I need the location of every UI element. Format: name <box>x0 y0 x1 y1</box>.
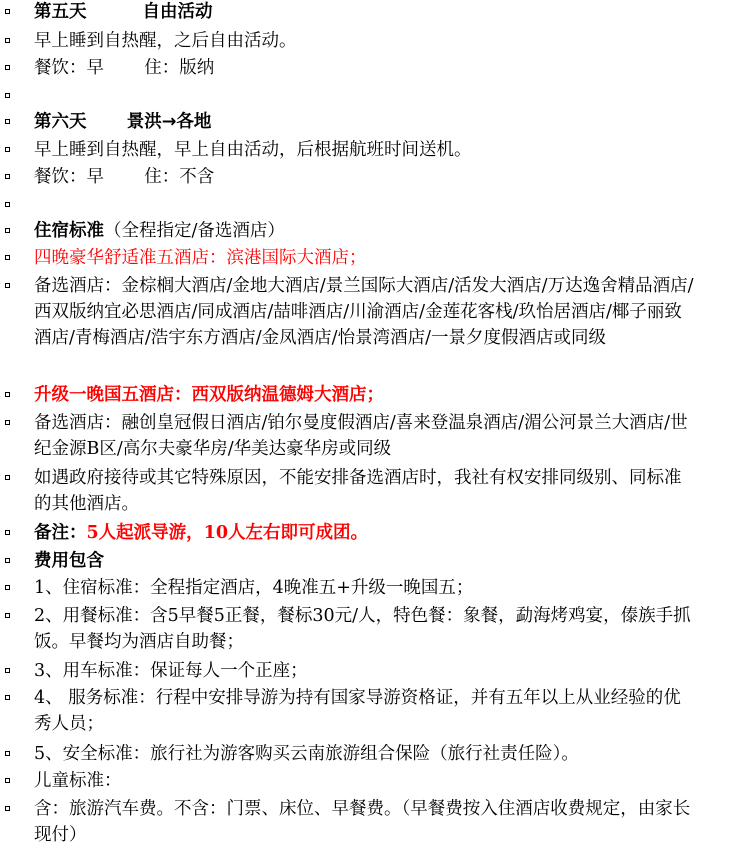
bullet-icon <box>5 283 10 288</box>
arrow-icon: → <box>161 112 177 132</box>
day5-label: 第五天 <box>34 2 87 22</box>
bullet-icon <box>5 613 10 618</box>
day5-meal-stay <box>0 55 730 81</box>
included-item <box>0 685 730 737</box>
hotel-heading <box>0 218 730 244</box>
bullet-icon <box>5 147 10 152</box>
day6-from: 景洪 <box>126 112 162 132</box>
hotel-policy-text: 如遇政府接待或其它特殊原因，不能安排备选酒店时，我社有权安排同级别、同标准的其他酒店。 <box>34 468 682 515</box>
note-text: 5人起派导游，10人左右即可成团。 <box>86 523 369 543</box>
note-label: 备注： <box>34 523 87 543</box>
bullet-icon <box>5 778 10 783</box>
day6-meal-stay <box>0 164 730 190</box>
day6-to: 各地 <box>176 112 212 132</box>
bullet-icon <box>5 202 10 207</box>
included-item-text: 3、用车标准：保证每人一个正座； <box>34 661 308 681</box>
included-item <box>0 658 730 684</box>
note-line <box>0 520 730 546</box>
children-heading <box>0 768 730 794</box>
children-detail <box>0 796 730 848</box>
bullet-icon <box>5 530 10 535</box>
included-item-text: 4、 服务标准：行程中安排导游为持有国家导游资格证，并有五年以上从业经验的优秀人员； <box>34 688 681 735</box>
day5-place: 自由活动 <box>142 2 213 22</box>
day6-label: 第六天 <box>34 112 87 132</box>
bullet-icon <box>5 668 10 673</box>
bullet-icon <box>5 9 10 14</box>
hotel-four-nights-text: 四晚豪华舒适准五酒店：滨港国际大酒店； <box>34 248 367 268</box>
day5-desc <box>0 28 730 54</box>
day5-desc-text: 早上睡到自热醒，之后自由活动。 <box>34 31 297 51</box>
hotel-heading-text: 住宿标准 <box>34 221 104 241</box>
bullet-icon <box>5 475 10 480</box>
hotel-alt-list-1 <box>0 273 730 352</box>
bullet-icon <box>5 65 10 70</box>
included-item-text: 2、用餐标准：含5早餐5正餐，餐标30元/人，特色餐：象餐，勐海烤鸡宴，傣族手抓饭。早餐均为酒店自助餐； <box>34 606 691 653</box>
bullet-icon <box>5 392 10 397</box>
hotel-alt-list-2 <box>0 410 730 462</box>
bullet-icon <box>5 558 10 563</box>
included-item-text: 1、住宿标准：全程指定酒店，4晚准五+升级一晚国五； <box>34 578 474 598</box>
bullet-icon <box>5 806 10 811</box>
bullet-icon <box>5 255 10 260</box>
bullet-icon <box>5 119 10 124</box>
bullet-icon <box>5 93 10 98</box>
bullet-icon <box>5 228 10 233</box>
hotel-policy <box>0 465 730 517</box>
bullet-icon <box>5 174 10 179</box>
day6-desc <box>0 137 730 163</box>
included-heading <box>0 548 730 574</box>
included-item <box>0 741 730 767</box>
included-heading-text: 费用包含 <box>34 551 104 571</box>
hotel-alt-list-1-text: 备选酒店：金棕榈大酒店/金地大酒店/景兰国际大酒店/活发大酒店/万达逸舍精品酒店/西双版纳宜必思酒店/同成酒店/喆啡酒店/川渝酒店/金莲花客栈/玖怡居酒店/椰子丽致酒店/青梅酒店/浩宇东方酒店/金凤酒店/怡景湾酒店/一景夕度假酒店或同级 <box>34 276 694 349</box>
bullet-icon <box>5 695 10 700</box>
hotel-four-nights <box>0 245 730 271</box>
included-item <box>0 575 730 601</box>
day5-meal: 餐饮：早 <box>34 58 104 78</box>
bullet-icon <box>5 585 10 590</box>
day6-title <box>0 109 730 135</box>
bullet-icon <box>5 751 10 756</box>
empty-line <box>0 191 730 217</box>
day6-desc-text: 早上睡到自热醒，早上自由活动，后根据航班时间送机。 <box>34 140 472 160</box>
children-heading-text: 儿童标准： <box>34 771 122 791</box>
empty-line <box>0 82 730 108</box>
included-item <box>0 603 730 655</box>
day6-meal: 餐饮：早 <box>34 167 104 187</box>
hotel-upgrade <box>0 382 730 408</box>
hotel-heading-note: （全程指定/备选酒店） <box>104 221 285 241</box>
children-detail-text: 含：旅游汽车费。不含：门票、床位、早餐费。（早餐费按入住酒店收费规定，由家长现付） <box>34 799 691 846</box>
day5-title <box>0 0 730 25</box>
bullet-icon <box>5 38 10 43</box>
hotel-upgrade-text: 升级一晚国五酒店：西双版纳温德姆大酒店； <box>34 385 384 405</box>
day6-stay: 住：不含 <box>144 167 215 187</box>
bullet-icon <box>5 420 10 425</box>
day5-stay: 住：版纳 <box>144 58 215 78</box>
hotel-alt-list-2-text: 备选酒店：融创皇冠假日酒店/铂尔曼度假酒店/喜来登温泉酒店/湄公河景兰大酒店/世纪金源B区/高尔夫豪华房/华美达豪华房或同级 <box>34 413 688 460</box>
included-item-text: 5、安全标准：旅行社为游客购买云南旅游组合保险（旅行社责任险）。 <box>34 744 579 764</box>
